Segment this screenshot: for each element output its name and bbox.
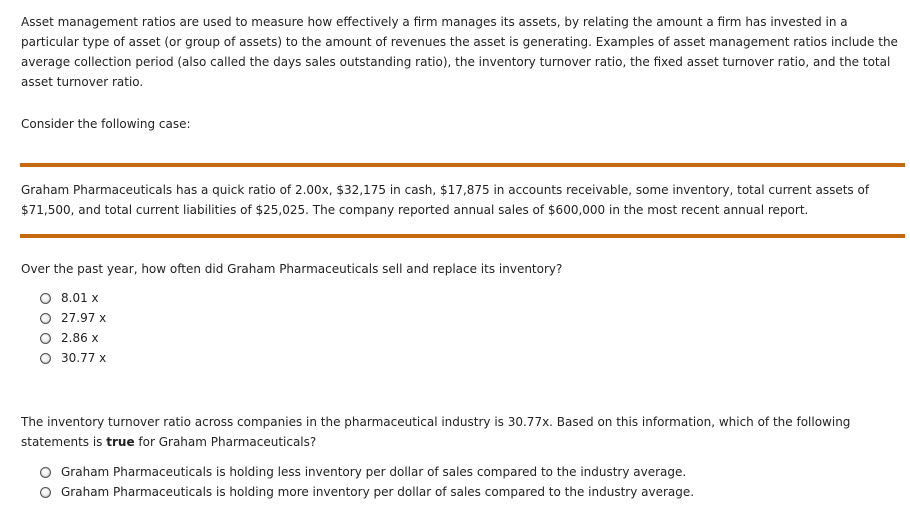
option-label: 27.97 x — [61, 311, 107, 325]
option-label: Graham Pharmaceuticals is holding more inventory per dollar of sales compared to the industry average. — [61, 485, 695, 499]
radio-button[interactable] — [40, 313, 51, 324]
case-divider-top — [20, 163, 905, 167]
question-2-prompt-start: The inventory turnover ratio across companies in the pharmaceutical industry is 30.77x. Based on this information, which of the following statements is — [21, 415, 851, 449]
question-1-options — [40, 288, 106, 368]
question-2-emphasis: true — [106, 435, 135, 449]
intro-paragraph: Asset management ratios are used to measure how effectively a firm manages its assets, by relating the amount a firm has invested in a particular type of asset (or group of assets) to the amount of revenues the asset is generating. Examples of asset management ratios include the average collection period (also called the days sales outstanding ratio), the inventory turnover ratio, the fixed asset turnover ratio, and the total asset turnover ratio. — [21, 15, 898, 89]
q1-option-2[interactable] — [40, 308, 106, 328]
case-divider-bottom — [20, 234, 905, 238]
q1-option-4[interactable] — [40, 348, 106, 368]
q1-option-3[interactable] — [40, 328, 106, 348]
radio-button[interactable] — [40, 293, 51, 304]
q2-option-1[interactable] — [40, 462, 694, 482]
q1-option-1[interactable] — [40, 288, 106, 308]
radio-button[interactable] — [40, 487, 51, 498]
question-2-prompt — [21, 412, 901, 452]
question-2-prompt-end: for Graham Pharmaceuticals? — [134, 435, 317, 449]
radio-button[interactable] — [40, 333, 51, 344]
question-1-prompt: Over the past year, how often did Graham Pharmaceuticals sell and replace its inventory? — [21, 262, 563, 276]
consider-label: Consider the following case: — [21, 117, 191, 131]
q2-option-2[interactable] — [40, 482, 694, 502]
option-label: 30.77 x — [61, 351, 107, 365]
radio-button[interactable] — [40, 353, 51, 364]
radio-button[interactable] — [40, 467, 51, 478]
option-label: 8.01 x — [61, 291, 99, 305]
option-label: Graham Pharmaceuticals is holding less inventory per dollar of sales compared to the industry average. — [61, 465, 687, 479]
question-2-options — [40, 462, 694, 502]
option-label: 2.86 x — [61, 331, 99, 345]
case-paragraph: Graham Pharmaceuticals has a quick ratio of 2.00x, $32,175 in cash, $17,875 in accounts receivable, some inventory, total current assets of $71,500, and total current liabilities of $25,025. The company reported annual sales of $600,000 in the most recent annual report. — [21, 183, 870, 217]
